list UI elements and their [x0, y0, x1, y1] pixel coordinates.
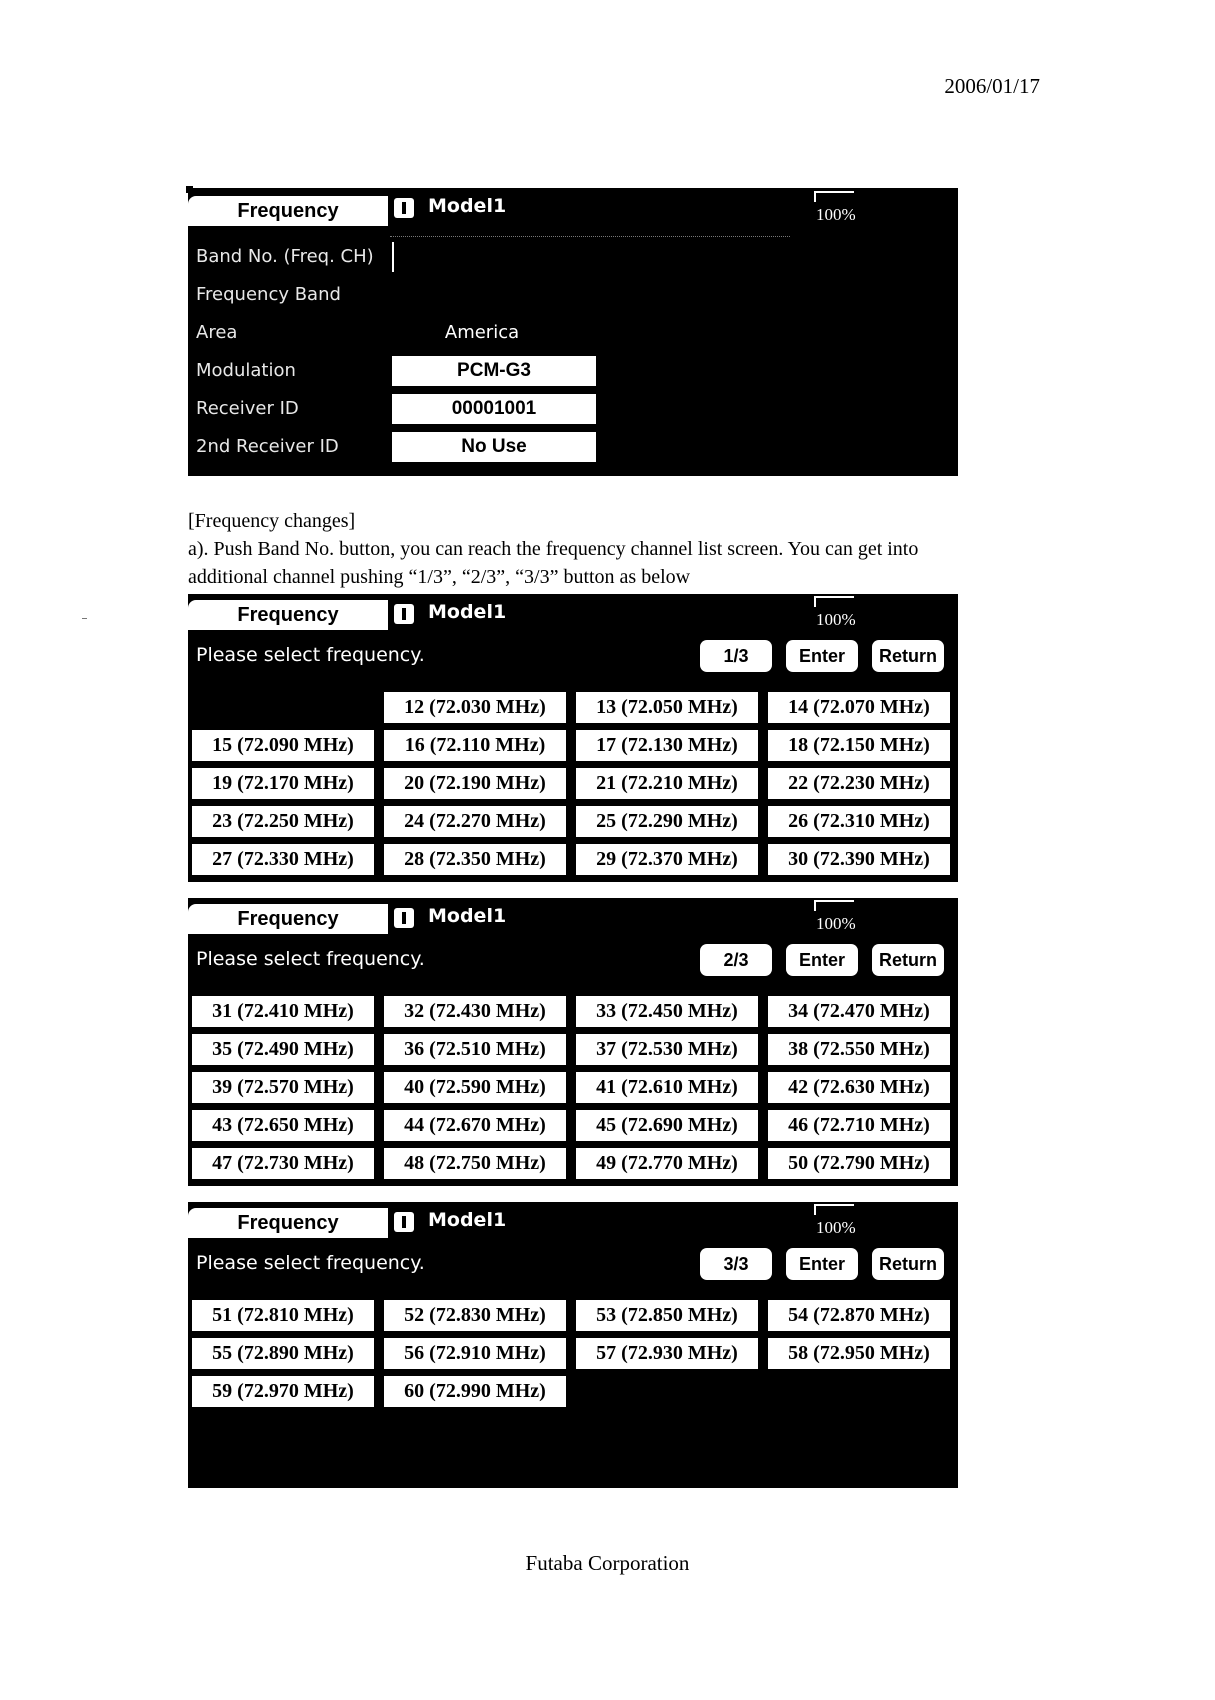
- tab-frequency[interactable]: [188, 904, 388, 934]
- tab-frequency-label: Frequency: [237, 603, 339, 626]
- model-name: Model1: [428, 905, 507, 927]
- enter-button[interactable]: Enter: [786, 640, 858, 672]
- channel-button[interactable]: 50 (72.790 MHz): [768, 1148, 950, 1179]
- model-icon: [394, 908, 414, 928]
- channel-button[interactable]: 30 (72.390 MHz): [768, 844, 950, 875]
- channel-button[interactable]: 40 (72.590 MHz): [384, 1072, 566, 1103]
- second-receiver-id-label: 2nd Receiver ID: [196, 436, 339, 457]
- channel-button[interactable]: 39 (72.570 MHz): [192, 1072, 374, 1103]
- page-button[interactable]: 3/3: [700, 1248, 772, 1280]
- band-no-cursor: [392, 242, 394, 272]
- channel-button[interactable]: 16 (72.110 MHz): [384, 730, 566, 761]
- second-receiver-id-button[interactable]: No Use: [392, 432, 596, 462]
- channel-button[interactable]: 33 (72.450 MHz): [576, 996, 758, 1027]
- channel-button[interactable]: 60 (72.990 MHz): [384, 1376, 566, 1407]
- channel-button[interactable]: 13 (72.050 MHz): [576, 692, 758, 723]
- modulation-button[interactable]: PCM-G3: [392, 356, 596, 386]
- frequency-band-label: Frequency Band: [196, 284, 341, 305]
- channel-button[interactable]: 38 (72.550 MHz): [768, 1034, 950, 1065]
- frequency-list-screen-3: [188, 1202, 958, 1488]
- tab-frequency[interactable]: [188, 196, 388, 226]
- tab-frequency[interactable]: [188, 600, 388, 630]
- area-value: America: [444, 322, 520, 343]
- page-button[interactable]: 2/3: [700, 944, 772, 976]
- channel-button[interactable]: 54 (72.870 MHz): [768, 1300, 950, 1331]
- channel-button[interactable]: 20 (72.190 MHz): [384, 768, 566, 799]
- model-icon: [394, 604, 414, 624]
- antenna-icon: [808, 594, 856, 606]
- battery-level: 100%: [816, 914, 856, 933]
- channel-button[interactable]: 27 (72.330 MHz): [192, 844, 374, 875]
- footer-company: Futaba Corporation: [525, 1551, 690, 1575]
- channel-button[interactable]: 21 (72.210 MHz): [576, 768, 758, 799]
- channel-button[interactable]: 24 (72.270 MHz): [384, 806, 566, 837]
- channel-button[interactable]: 48 (72.750 MHz): [384, 1148, 566, 1179]
- antenna-icon: [808, 898, 856, 910]
- channel-button[interactable]: 44 (72.670 MHz): [384, 1110, 566, 1141]
- channel-button[interactable]: 45 (72.690 MHz): [576, 1110, 758, 1141]
- channel-button[interactable]: 25 (72.290 MHz): [576, 806, 758, 837]
- enter-button[interactable]: Enter: [786, 944, 858, 976]
- select-prompt: Please select frequency.: [196, 644, 425, 666]
- receiver-id-button[interactable]: 00001001: [392, 394, 596, 424]
- tab-frequency-label: Frequency: [237, 199, 339, 222]
- model-icon: [394, 198, 414, 218]
- battery-level: 100%: [816, 205, 856, 224]
- model-name: Model1: [428, 195, 507, 217]
- channel-button[interactable]: 29 (72.370 MHz): [576, 844, 758, 875]
- channel-button[interactable]: 12 (72.030 MHz): [384, 692, 566, 723]
- channel-button[interactable]: 14 (72.070 MHz): [768, 692, 950, 723]
- instructions-heading: [Frequency changes]: [188, 510, 356, 532]
- channel-button[interactable]: 31 (72.410 MHz): [192, 996, 374, 1027]
- channel-button[interactable]: 37 (72.530 MHz): [576, 1034, 758, 1065]
- channel-button[interactable]: 43 (72.650 MHz): [192, 1110, 374, 1141]
- frequency-list-screen-2: [188, 898, 958, 1186]
- receiver-id-label: Receiver ID: [196, 398, 299, 419]
- channel-button[interactable]: 56 (72.910 MHz): [384, 1338, 566, 1369]
- channel-button[interactable]: 17 (72.130 MHz): [576, 730, 758, 761]
- channel-button[interactable]: 41 (72.610 MHz): [576, 1072, 758, 1103]
- frequency-settings-screen: [188, 188, 958, 476]
- channel-button[interactable]: 32 (72.430 MHz): [384, 996, 566, 1027]
- document-date: 2006/01/17: [944, 74, 1040, 98]
- select-prompt: Please select frequency.: [196, 1252, 425, 1274]
- select-prompt: Please select frequency.: [196, 948, 425, 970]
- band-no-label[interactable]: Band No. (Freq. CH): [196, 246, 374, 267]
- tab-frequency-label: Frequency: [237, 907, 339, 930]
- page-button[interactable]: 1/3: [700, 640, 772, 672]
- channel-button[interactable]: 55 (72.890 MHz): [192, 1338, 374, 1369]
- channel-button[interactable]: 52 (72.830 MHz): [384, 1300, 566, 1331]
- header-divider: [390, 236, 790, 237]
- modulation-label: Modulation: [196, 360, 296, 381]
- channel-button[interactable]: 36 (72.510 MHz): [384, 1034, 566, 1065]
- channel-button[interactable]: 59 (72.970 MHz): [192, 1376, 374, 1407]
- tab-frequency[interactable]: [188, 1208, 388, 1238]
- area-label: Area: [196, 322, 238, 343]
- battery-level: 100%: [816, 1218, 856, 1237]
- channel-button[interactable]: 42 (72.630 MHz): [768, 1072, 950, 1103]
- channel-button[interactable]: 57 (72.930 MHz): [576, 1338, 758, 1369]
- tab-frequency-label: Frequency: [237, 1211, 339, 1234]
- model-name: Model1: [428, 1209, 507, 1231]
- return-button[interactable]: Return: [872, 640, 944, 672]
- margin-mark: [82, 618, 87, 619]
- instructions-line-1: a). Push Band No. button, you can reach the frequency channel list screen. You can get into: [188, 538, 919, 560]
- channel-button[interactable]: 53 (72.850 MHz): [576, 1300, 758, 1331]
- enter-button[interactable]: Enter: [786, 1248, 858, 1280]
- channel-button[interactable]: 47 (72.730 MHz): [192, 1148, 374, 1179]
- channel-button[interactable]: 19 (72.170 MHz): [192, 768, 374, 799]
- antenna-icon: [808, 189, 856, 201]
- channel-button[interactable]: 58 (72.950 MHz): [768, 1338, 950, 1369]
- channel-button[interactable]: 51 (72.810 MHz): [192, 1300, 374, 1331]
- channel-button[interactable]: 49 (72.770 MHz): [576, 1148, 758, 1179]
- channel-button[interactable]: 23 (72.250 MHz): [192, 806, 374, 837]
- channel-button[interactable]: 28 (72.350 MHz): [384, 844, 566, 875]
- channel-button[interactable]: 15 (72.090 MHz): [192, 730, 374, 761]
- instructions-line-2: additional channel pushing “1/3”, “2/3”, “3/3” button as below: [188, 566, 691, 588]
- battery-level: 100%: [816, 610, 856, 629]
- model-name: Model1: [428, 601, 507, 623]
- model-icon: [394, 1212, 414, 1232]
- antenna-icon: [808, 1202, 856, 1214]
- return-button[interactable]: Return: [872, 944, 944, 976]
- frequency-list-screen-1: [188, 594, 958, 882]
- channel-button[interactable]: 34 (72.470 MHz): [768, 996, 950, 1027]
- channel-button[interactable]: 18 (72.150 MHz): [768, 730, 950, 761]
- channel-button[interactable]: 35 (72.490 MHz): [192, 1034, 374, 1065]
- return-button[interactable]: Return: [872, 1248, 944, 1280]
- channel-button[interactable]: 26 (72.310 MHz): [768, 806, 950, 837]
- channel-button[interactable]: 46 (72.710 MHz): [768, 1110, 950, 1141]
- channel-button[interactable]: 22 (72.230 MHz): [768, 768, 950, 799]
